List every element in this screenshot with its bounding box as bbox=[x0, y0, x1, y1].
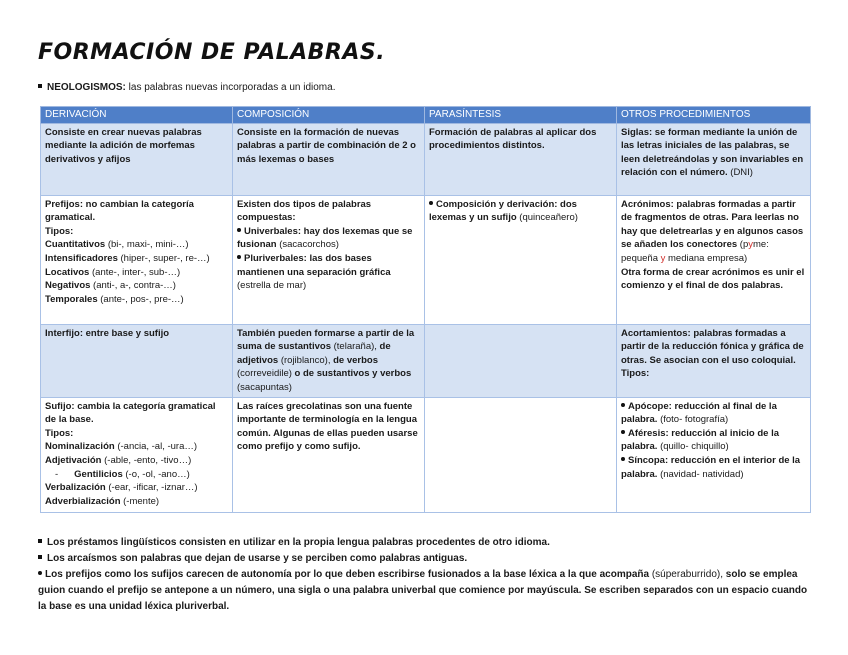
list-item: Apócope: reducción al final de la palabra. (foto- fotografía) bbox=[621, 400, 777, 426]
cell-acortamiento-tipos bbox=[617, 397, 811, 512]
list-item: Adverbialización (-mente) bbox=[45, 495, 160, 507]
neologismos-text: las palabras nuevas incorporadas a un idioma. bbox=[125, 82, 336, 93]
cell-empty bbox=[425, 397, 617, 512]
list-item: Verbalización (-ear, -ificar, -iznar…) bbox=[45, 482, 198, 494]
table-row bbox=[41, 195, 811, 324]
page-title: FORMACIÓN DE PALABRAS. bbox=[38, 40, 386, 65]
list-item: Aféresis: reducción al inicio de la palabra. (quillo- chiquillo) bbox=[621, 427, 779, 453]
table-row bbox=[41, 397, 811, 512]
cell-tipos-compuestas bbox=[233, 195, 425, 324]
cell-interfijo: Interfijo: entre base y sufijo bbox=[41, 324, 233, 397]
prefijos-tipos: Tipos: bbox=[45, 225, 74, 237]
square-bullet-icon bbox=[38, 84, 42, 88]
bullet-icon bbox=[621, 403, 625, 407]
table-header-row bbox=[41, 107, 811, 124]
list-item: Adjetivación (-able, -ento, -tivo…) bbox=[45, 454, 192, 466]
cell-acronimos: Acrónimos: palabras formadas a partir de fragmentos de otras. Para leerlas no hay que deletrearlas y en algunos casos se añaden los conectores (pyme: pequeña y mediana empresa) Otra forma de crear acrónimos es unir el comienzo y el final de dos palabras. bbox=[617, 195, 811, 324]
footer-line: Los arcaísmos son palabras que dejan de usarse y se perciben como palabras antiguas. bbox=[38, 551, 813, 567]
bullet-icon bbox=[429, 201, 433, 205]
list-item: Pluriverbales: las dos bases mantienen una separación gráfica (estrella de mar) bbox=[237, 252, 391, 292]
prefijos-title: Prefijos: no cambian la categoría gramatical. bbox=[45, 198, 194, 224]
cell-derivacion-def: Consiste en crear nuevas palabras mediante la adición de morfemas derivativos y afijos bbox=[41, 123, 233, 195]
cell-parasintesis-def: Formación de palabras al aplicar dos procedimientos distintos. bbox=[425, 123, 617, 195]
cell-composicion-def: Consiste en la formación de nuevas palabras a partir de combinación de 2 o más lexemas o bases bbox=[233, 123, 425, 195]
square-bullet-icon bbox=[38, 555, 42, 559]
list-item: Nominalización (-ancia, -al, -ura…) bbox=[45, 441, 198, 453]
list-item: Intensificadores (hiper-, super-, re-…) bbox=[45, 252, 210, 264]
bullet-icon bbox=[621, 457, 625, 461]
acronimos-otra-forma: Otra forma de crear acrónimos es unir el comienzo y el final de dos palabras. bbox=[621, 266, 805, 292]
neologismos-line bbox=[38, 81, 335, 94]
header-parasintesis: PARASÍNTESIS bbox=[425, 107, 617, 124]
cell-suma: También pueden formarse a partir de la suma de sustantivos (telaraña), de adjetivos (rojiblanco), de verbos (correveidile) o de sustantivos y verbos (sacapuntas) bbox=[233, 324, 425, 397]
list-item: Cuantitativos (bi-, maxi-, mini-…) bbox=[45, 239, 189, 251]
list-item: Locativos (ante-, inter-, sub-…) bbox=[45, 266, 181, 278]
siglas-example: (DNI) bbox=[727, 167, 753, 179]
footer-notes bbox=[38, 535, 813, 615]
square-bullet-icon bbox=[38, 539, 42, 543]
bullet-icon bbox=[237, 255, 241, 259]
cell-prefijos bbox=[41, 195, 233, 324]
cell-empty bbox=[425, 324, 617, 397]
cell-siglas bbox=[617, 123, 811, 195]
list-item: Temporales (ante-, pos-, pre-…) bbox=[45, 293, 184, 305]
cell-composicion-derivacion: Composición y derivación: dos lexemas y un sufijo (quinceañero) bbox=[425, 195, 617, 324]
cell-raices: Las raíces grecolatinas son una fuente importante de terminología en la lengua común. Algunas de ellas pueden usarse como prefijo y como sufijo. bbox=[233, 397, 425, 512]
siglas-text: Siglas: se forman mediante la unión de las letras iniciales de las palabras, se leen deletreándolas y son invariables en relación con el número. bbox=[621, 126, 804, 179]
header-composicion: COMPOSICIÓN bbox=[233, 107, 425, 124]
word-formation-table bbox=[40, 106, 811, 513]
compuestas-intro: Existen dos tipos de palabras compuestas: bbox=[237, 198, 372, 224]
footer-line: Los prefijos como los sufijos carecen de autonomía por lo que deben escribirse fusionados a la base léxica a la que acompaña (súperaburrido), solo se emplea guion cuando el prefijo se antepone a un número, una sigla o una palabra univerbal que comience por mayúscula. Se escriben separados con un espacio cuando la base es una unidad léxica pluriverbal. bbox=[38, 569, 808, 612]
bullet-icon bbox=[38, 571, 42, 575]
list-item: Síncopa: reducción en el interior de la palabra. (navidad- natividad) bbox=[621, 454, 801, 480]
cell-acortamientos: Acortamientos: palabras formadas a partir de la reducción fónica y gráfica de otras. Se asocian con el uso coloquial. Tipos: bbox=[617, 324, 811, 397]
bullet-icon bbox=[237, 228, 241, 232]
header-otros: OTROS PROCEDIMIENTOS bbox=[617, 107, 811, 124]
list-item: - Gentilicios (-o, -ol, -ano…) bbox=[55, 468, 190, 480]
table-row bbox=[41, 324, 811, 397]
acronimos-text: Acrónimos: palabras formadas a partir de fragmentos de otras. Para leerlas no hay que deletrearlas y en algunos casos se añaden los conectores bbox=[621, 198, 804, 251]
list-item: Negativos (anti-, a-, contra-…) bbox=[45, 280, 176, 292]
table-row bbox=[41, 123, 811, 195]
header-derivacion: DERIVACIÓN bbox=[41, 107, 233, 124]
footer-line: Los préstamos lingüísticos consisten en utilizar en la propia lengua palabras procedentes de otro idioma. bbox=[38, 535, 813, 551]
list-item: Univerbales: hay dos lexemas que se fusionan (sacacorchos) bbox=[237, 225, 413, 251]
bullet-icon bbox=[621, 430, 625, 434]
neologismos-term: NEOLOGISMOS: bbox=[47, 82, 126, 93]
cell-sufijos: Sufijo: cambia la categoría gramatical de la base. Tipos: Nominalización (-ancia, -al, -ura…) Adjetivación (-able, -ento, -tivo…) - Gentilicios (-o, -ol, -ano…) Verbalización (-ear, -ificar, -iznar…) Adverbialización (-mente) bbox=[41, 397, 233, 512]
